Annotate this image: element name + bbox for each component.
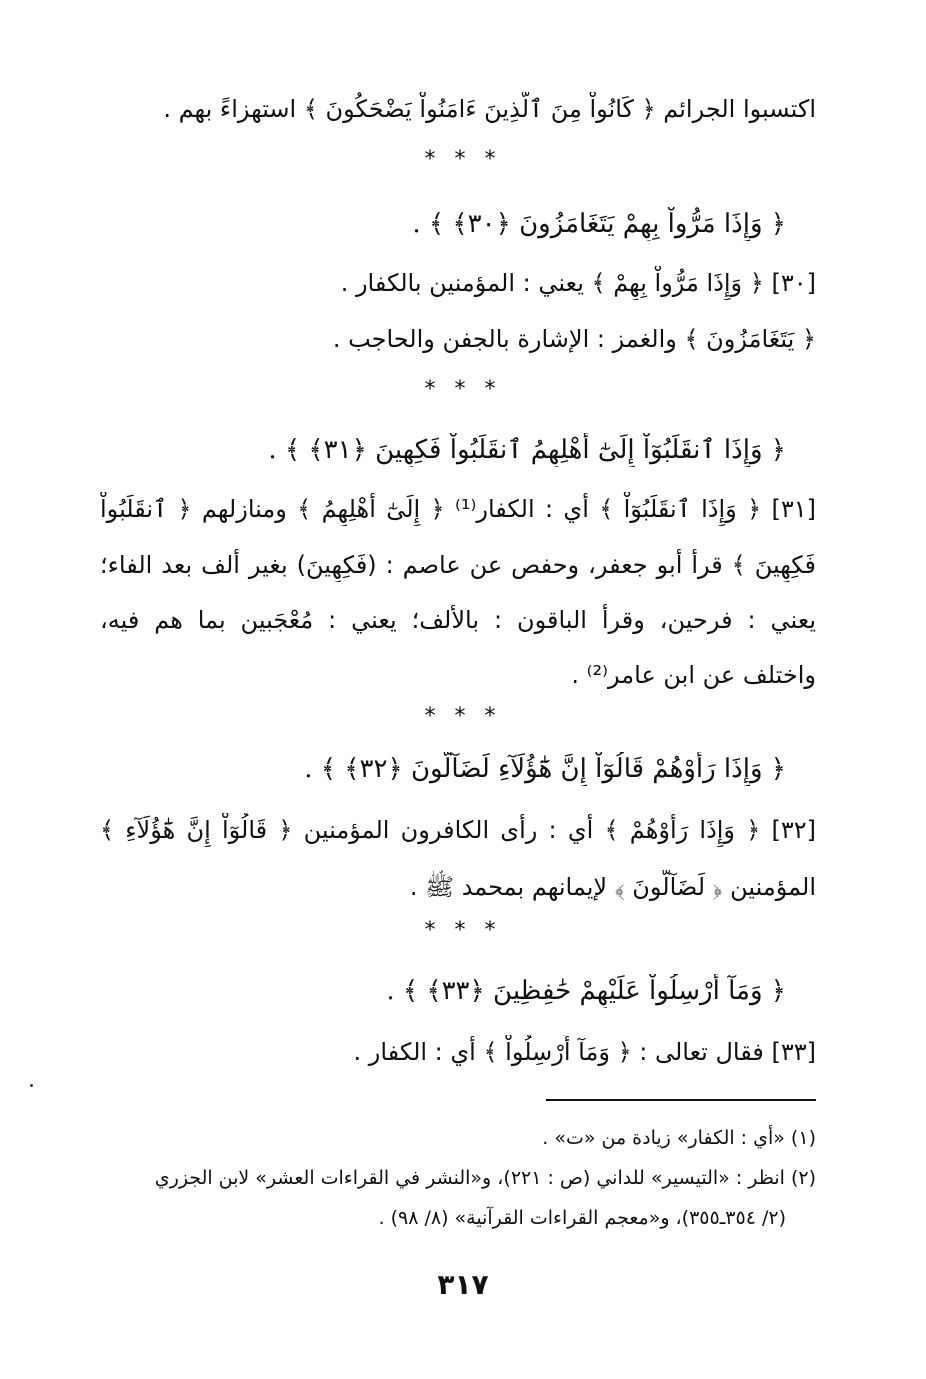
verse-32: ﴿ وَإِذَا رَأَوْهُمْ قَالُوٓاْ إِنَّ هَٰٓؤُلَآءِ لَضَآلُّونَ ﴿٣٢﴾ ﴾ . — [304, 754, 786, 784]
commentary-31-line-2: فَكِهِينَ ﴾ قرأ أبو جعفر، وحفص عن عاصم : (فَكِهِينَ) بغير ألف بعد الفاء؛ — [100, 551, 816, 579]
commentary-31-line-1: [٣١] ﴿ وَإِذَا ٱنقَلَبُوٓاْ ﴾ أي : الكفار⁽¹⁾ ﴿ إِلَىٰٓ أَهْلِهِمُ ﴾ ومنازلهم ﴿ ٱنقَلَبُواْ — [100, 495, 816, 523]
section-separator: * * * — [424, 147, 502, 172]
commentary-30-line-2: ﴿ يَتَغَامَزُونَ ﴾ والغمز : الإشارة بالجفن والحاجب . — [332, 325, 816, 353]
footnote-separator — [546, 1099, 816, 1101]
commentary-31-line-4: واختلف عن ابن عامر⁽²⁾ . — [571, 661, 816, 689]
footnote-2-line-1: (٢) انظر : «التيسير» للداني (ص : ٢٢١)، و«النشر في القراءات العشر» لابن الجزري — [154, 1167, 816, 1189]
commentary-32-line-1: [٣٢] ﴿ وَإِذَا رَأَوْهُمْ ﴾ أي : رأى الكافرون المؤمنين ﴿ قَالُوٓاْ إِنَّ هَٰٓؤُلَآءِ ﴾ — [100, 816, 816, 844]
commentary-33-line-1: [٣٣] فقال تعالى : ﴿ وَمَآ أُرْسِلُواْ ﴾ أي : الكفار . — [353, 1038, 816, 1066]
verse-30: ﴿ وَإِذَا مَرُّواْ بِهِمْ يَتَغَامَزُونَ ﴿٣٠﴾ ﴾ . — [412, 209, 786, 239]
commentary-32-line-2: المؤمنين ﴿ لَضَآلُّونَ ﴾ لإيمانهم بمحمد ﷺ . — [409, 873, 816, 901]
verse-31: ﴿ وَإِذَا ٱنقَلَبُوٓاْ إِلَىٰٓ أَهْلِهِمُ ٱنقَلَبُواْ فَكِهِينَ ﴿٣١﴾ ﴾ . — [268, 435, 786, 465]
section-separator: * * * — [424, 377, 502, 402]
verse-33: ﴿ وَمَآ أُرْسِلُواْ عَلَيْهِمْ حَٰفِظِينَ ﴿٣٣﴾ ﴾ . — [386, 976, 786, 1006]
section-separator: * * * — [424, 704, 502, 729]
commentary-30-line-1: [٣٠] ﴿ وَإِذَا مَرُّواْ بِهِمْ ﴾ يعني : المؤمنين بالكفار . — [340, 269, 816, 297]
commentary-31-line-3: يعني : فرحين، وقرأ الباقون : بالألف؛ يعني : مُعْجَبين بما هم فيه، — [100, 606, 816, 634]
section-separator: * * * — [424, 918, 502, 943]
footnote-1: (١) «أي : الكفار» زيادة من «ت» . — [542, 1127, 816, 1149]
page-number: ٣١٧ — [437, 1268, 489, 1301]
footnote-2-line-2: (٢/ ٣٥٤ـ٣٥٥)، و«معجم القراءات القرآنية» (٨/ ٩٨) . — [378, 1207, 786, 1229]
text-line-1: اكتسبوا الجرائم ﴿ كَانُواْ مِنَ ٱلَّذِينَ ءَامَنُواْ يَضْحَكُونَ ﴾ استهزاءً بهم . — [163, 95, 816, 123]
scan-speck — [30, 1084, 33, 1087]
